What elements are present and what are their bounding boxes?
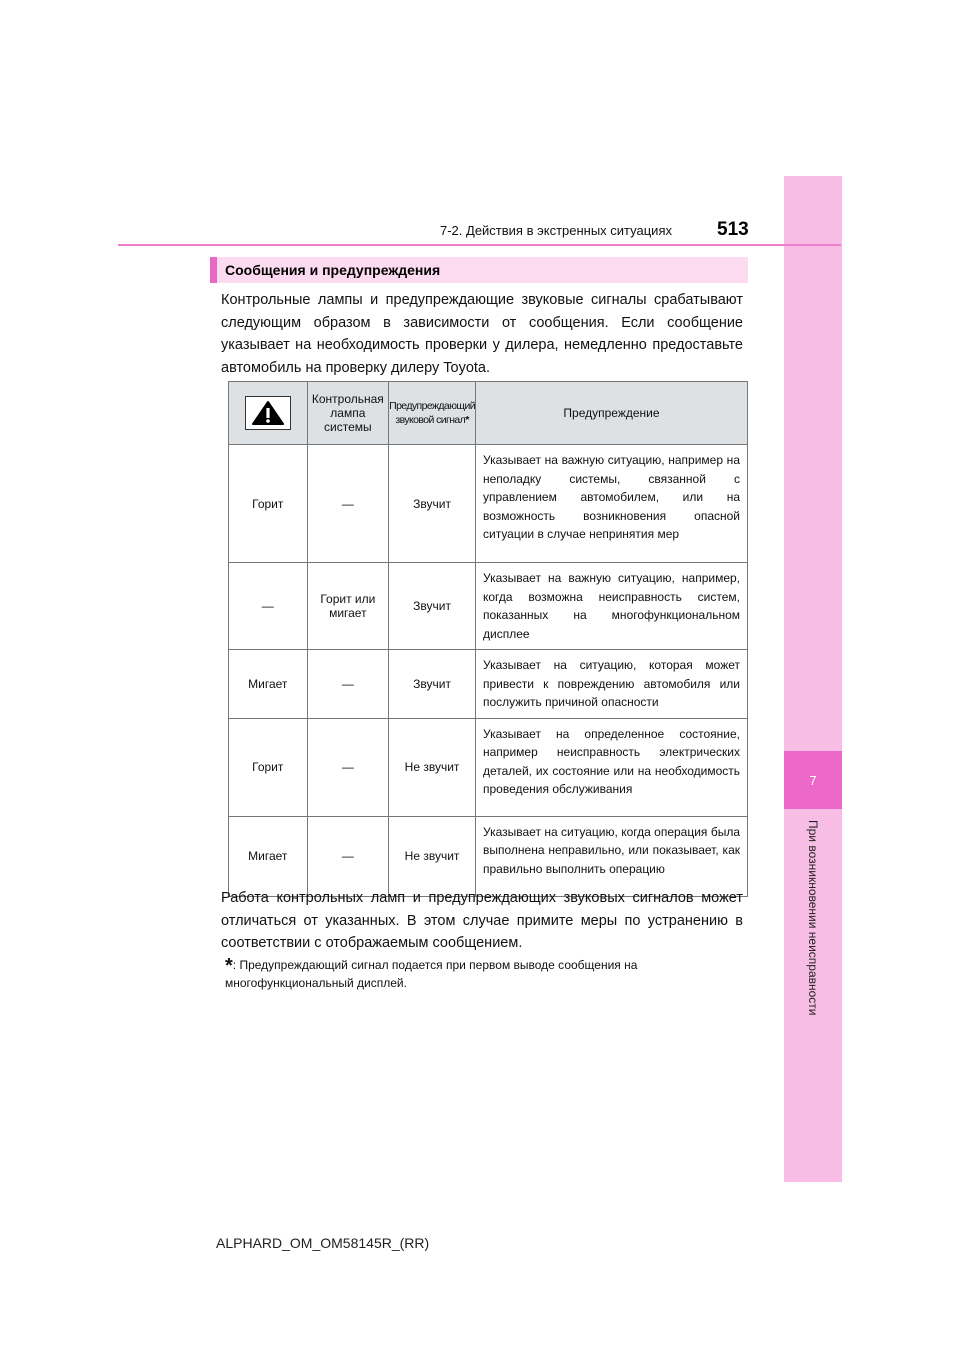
lamp-cell: Горит или мигает [307,563,389,650]
warning-triangle-icon [245,396,291,430]
icon-state-cell: Горит [229,718,308,816]
warning-cell: Указывает на ситуацию, которая может привести к повреждению автомобиля или послужить причиной опасности [475,650,747,719]
warning-cell: Указывает на важную ситуацию, например на неполадку системы, связанной с управлением автомобилем, или на возможность возникновения опасной ситуации в случае непринятия мер [475,445,747,563]
table-row [229,650,748,719]
table-header-row [229,382,748,445]
icon-state-cell: Горит [229,445,308,563]
warning-table [228,381,748,897]
table-row [229,718,748,816]
table-row [229,816,748,896]
document-id: ALPHARD_OM_OM58145R_(RR) [216,1235,430,1251]
buzzer-cell: Звучит [389,445,476,563]
buzzer-cell: Звучит [389,650,476,719]
buzzer-cell: Не звучит [389,718,476,816]
lamp-cell: — [307,816,389,896]
warning-cell: Указывает на ситуацию, когда операция была выполнена неправильно, или показывает, как правильно выполнить операцию [475,816,747,896]
footnote-mark: * [225,955,233,977]
chapter-number: 7 [784,751,842,809]
page-number: 513 [717,219,749,240]
header-lamp: Контрольная лампа системы [307,382,389,445]
footnote [225,957,745,992]
lamp-cell: — [307,650,389,719]
intro-paragraph: Контрольные лампы и предупреждающие звуковые сигналы срабатывают следующим образом в зависимости от сообщения. Если сообщение указывает на необходимость проверки у дилера, немедленно предоставьте автомобиль на проверку дилеру Toyota. [221,292,743,376]
header-section-title: 7-2. Действия в экстренных ситуациях [440,223,672,238]
buzzer-cell: Звучит [389,563,476,650]
section-heading: Сообщения и предупреждения [210,257,748,283]
warning-cell: Указывает на важную ситуацию, например, когда возможна неисправность систем, показанных на многофункциональном дисплее [475,563,747,650]
table-row [229,445,748,563]
lamp-cell: — [307,445,389,563]
header-warning: Предупреждение [475,382,747,445]
icon-state-cell: — [229,563,308,650]
header-divider [118,244,841,246]
icon-state-cell: Мигает [229,816,308,896]
chapter-label: При возникновении неисправности [806,820,820,1016]
footnote-text: : Предупреждающий сигнал подается при первом выводе сообщения на многофункциональный дисплей. [225,958,638,990]
outro-paragraph: Работа контрольных ламп и предупреждающих звуковых сигналов может отличаться от указанных. В этом случае примите меры по устранению в соответствии с отображаемым сообщением. [221,890,743,951]
icon-state-cell: Мигает [229,650,308,719]
header-buzzer: Предупреждающий звуковой сигнал* [389,382,476,445]
header-icon-cell [229,382,308,445]
warning-cell: Указывает на определенное состояние, например неисправность электрических деталей, их состояние или на необходимость проведения обслуживания [475,718,747,816]
table-row [229,563,748,650]
buzzer-cell: Не звучит [389,816,476,896]
lamp-cell: — [307,718,389,816]
